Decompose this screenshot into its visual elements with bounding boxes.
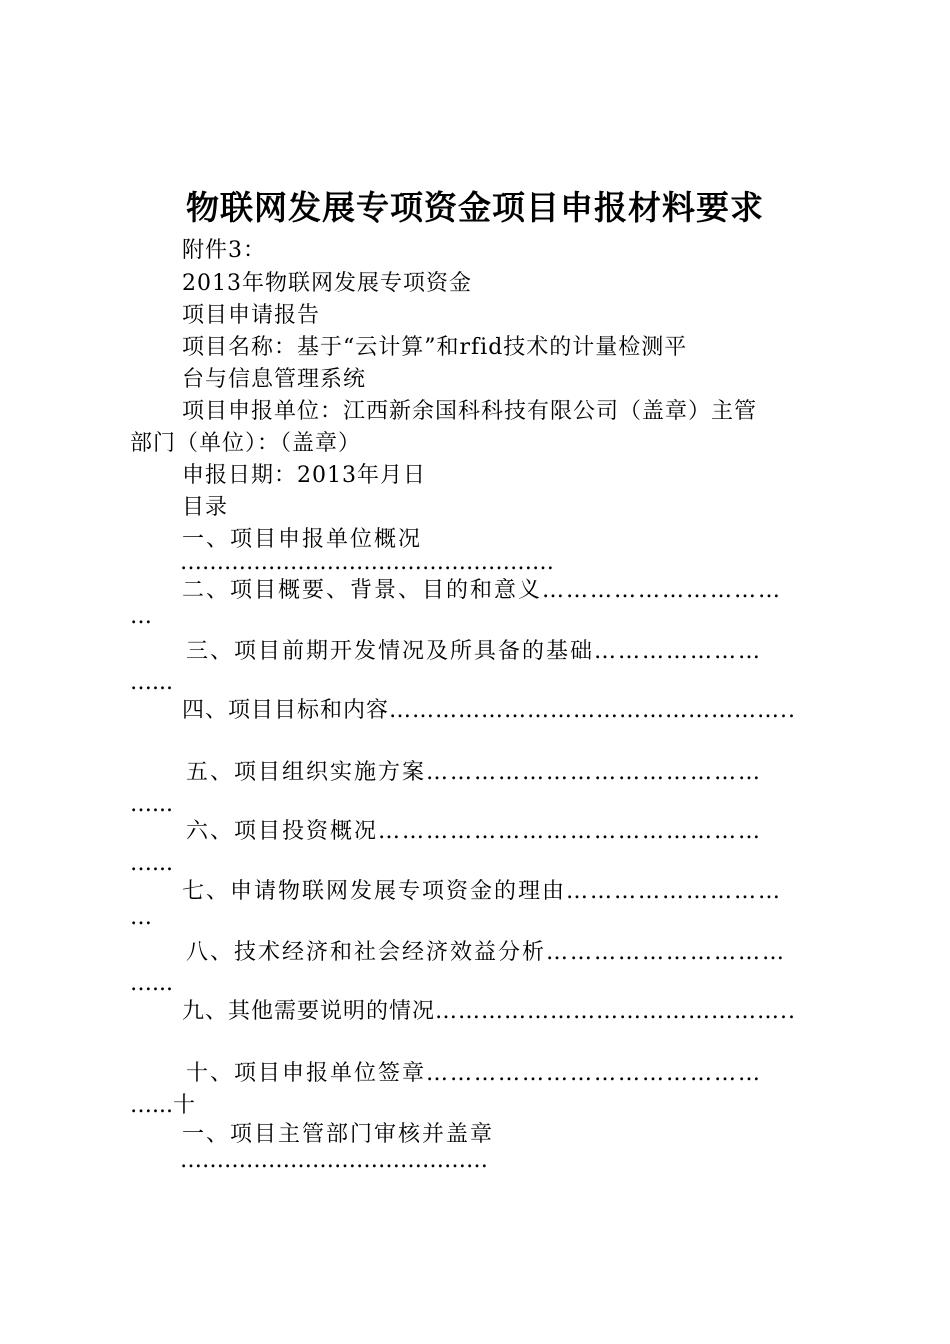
toc-item-11: 一、项目主管部门审核并盖章 bbox=[182, 1122, 495, 1147]
document-title: 物联网发展专项资金项目申报材料要求 bbox=[186, 188, 764, 227]
toc-item-10: 十、项目申报单位签章…………………………………… bbox=[186, 1061, 763, 1086]
toc-item-11-leader: …………………………………… bbox=[180, 1148, 488, 1173]
toc-item-9: 九、其他需要说明的情况……………………………………….. bbox=[182, 999, 796, 1024]
toc-item-10-leader: …...十 bbox=[130, 1093, 195, 1118]
applicant-line-2: 部门（单位）：（盖章） bbox=[130, 431, 362, 456]
toc-heading: 目录 bbox=[182, 495, 229, 520]
toc-item-2: 二、项目概要、背景、目的和意义………………………… bbox=[182, 578, 783, 603]
toc-item-3: 三、项目前期开发情况及所具备的基础………………… bbox=[186, 639, 763, 664]
report-type: 项目申请报告 bbox=[182, 303, 321, 328]
attachment-label: 附件3： bbox=[182, 238, 266, 263]
toc-item-8: 八、技术经济和社会经济效益分析………………………… bbox=[186, 940, 787, 965]
application-date: 申报日期：2013年月日 bbox=[182, 463, 426, 488]
toc-item-1-leader: …………………………………………… bbox=[180, 550, 554, 575]
toc-item-6: 六、项目投资概况………………………………………… bbox=[186, 819, 763, 844]
toc-item-5-leader: …... bbox=[130, 792, 173, 817]
toc-item-4: 四、项目目标和内容…………………………………………….. bbox=[182, 698, 796, 723]
project-name-line-2: 台与信息管理系统 bbox=[182, 367, 367, 392]
fund-name: 2013年物联网发展专项资金 bbox=[182, 271, 472, 296]
toc-item-7: 七、申请物联网发展专项资金的理由……………………… bbox=[182, 879, 783, 904]
toc-item-5: 五、项目组织实施方案…………………………………… bbox=[186, 760, 763, 785]
toc-item-2-leader: … bbox=[130, 604, 152, 629]
toc-item-8-leader: …... bbox=[130, 971, 173, 996]
toc-item-1: 一、项目申报单位概况 bbox=[182, 527, 423, 552]
project-name-line-1: 项目名称：基于“云计算”和rfid技术的计量检测平 bbox=[182, 335, 688, 360]
toc-item-3-leader: …... bbox=[130, 670, 173, 695]
applicant-line-1: 项目申报单位：江西新余国科科技有限公司（盖章）主管 bbox=[182, 399, 758, 424]
toc-item-6-leader: …... bbox=[130, 851, 173, 876]
toc-item-7-leader: … bbox=[130, 905, 152, 930]
